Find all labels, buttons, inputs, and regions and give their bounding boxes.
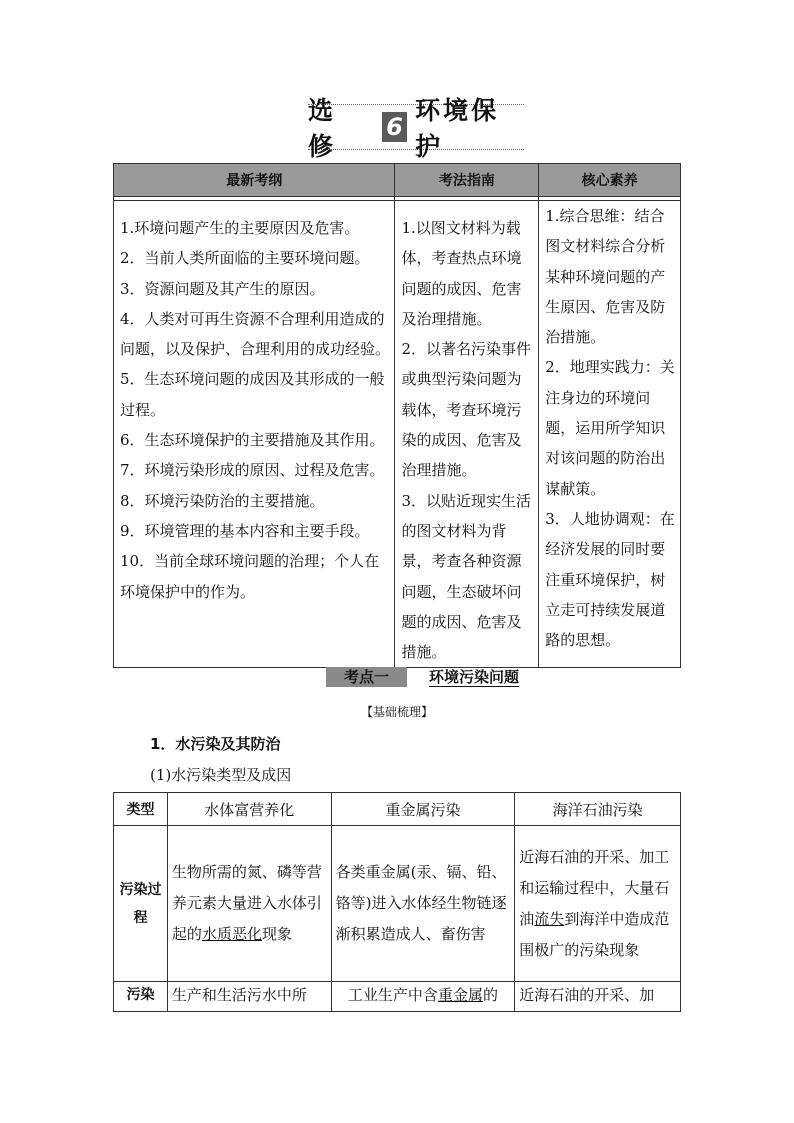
pollution-source-row: [114, 982, 681, 1012]
guide-cell: [395, 201, 539, 668]
pollution-process-row: [114, 826, 681, 982]
title-prefix: 选 修: [308, 96, 337, 161]
heavy-metal-process: 各类重金属(汞、镉、铅、铬等)进入水体经生物链逐渐积累造成人、畜伤害: [331, 826, 515, 982]
heavy-metal-term: 重金属: [437, 986, 483, 1004]
syllabus-item: 2．当前人类所面临的主要环境问题。: [120, 249, 370, 268]
outline-header-row: [114, 164, 681, 197]
eutrophication-process: 生物所需的氮、磷等营养元素大量进入水体引起的水质恶化现象: [167, 826, 331, 982]
guide-item: 2．以著名污染事件或典型污染问题为载体，考查环境污染的成因、危害及治理措施。: [401, 340, 531, 480]
heavy-metal-source: 工业生产中含重金属的: [331, 982, 515, 1012]
header-type: 类型: [114, 793, 168, 826]
page-title: [308, 96, 524, 161]
title-main: 环境保护: [415, 96, 500, 161]
syllabus-item: 1.环境问题产生的主要原因及危害。: [120, 219, 360, 237]
syllabus-item: 7．环境污染形成的原因、过程及危害。: [120, 461, 385, 480]
oil-source: 近海石油的开采、加: [515, 982, 681, 1012]
syllabus-cell: [114, 201, 395, 668]
syllabus-item: 4．人类对可再生资源不合理利用造成的问题，以及保护、合理利用的成功经验。: [120, 309, 391, 359]
syllabus-item: 3．资源问题及其产生的原因。: [120, 279, 325, 298]
syllabus-item: 8．环境污染防治的主要措施。: [120, 491, 325, 510]
outline-content-row: [114, 201, 681, 668]
eutrophication-source: 生产和生活污水中所: [167, 982, 331, 1012]
guide-item: 3．以贴近现实生活的图文材料为背景，考查各种资源问题，生态破坏问题的成因、危害及措施。: [401, 491, 531, 662]
row-label-source: 污染: [114, 982, 168, 1012]
guide-item: 1.以图文材料为载体，考查热点环境问题的成因、危害及治理措施。: [401, 219, 522, 328]
module-number-badge: 6: [382, 112, 407, 142]
oil-loss-term: 流失: [534, 909, 565, 928]
literacy-item: 3．人地协调观：在经济发展的同时要注重环境保护，树立走可持续发展道路的思想。: [545, 509, 675, 650]
header-syllabus: 最新考纲: [114, 164, 395, 197]
syllabus-item: 5．生态环境问题的成因及其形成的一般过程。: [120, 370, 385, 419]
header-guide: 考法指南: [395, 164, 539, 197]
syllabus-item: 10．当前全球环境问题的治理；个人在环境保护中的作为。: [120, 552, 380, 601]
syllabus-item: 9．环境管理的基本内容和主要手段。: [120, 521, 370, 540]
header-literacy: 核心素养: [539, 164, 681, 197]
pollution-header-row: [114, 793, 681, 826]
literacy-cell: [539, 201, 681, 668]
section-label: 考点一: [326, 667, 407, 687]
header-eutrophication: 水体富营养化: [167, 793, 331, 826]
heading-water-pollution: 1．水污染及其防治: [150, 735, 281, 753]
literacy-item: 1.综合思维：结合图文材料综合分析某种环境问题的产生原因、危害及防治措施。: [545, 207, 666, 347]
pollution-table: [113, 792, 681, 1012]
heading-pollution-types: (1)水污染类型及成因: [150, 766, 292, 784]
outline-table: [113, 163, 681, 668]
row-label-process: 污染过程: [114, 826, 168, 982]
header-heavy-metal: 重金属污染: [331, 793, 515, 826]
section-heading: [326, 666, 519, 688]
section-title: 环境污染问题: [429, 667, 520, 686]
section-subtitle: 【基础梳理】: [360, 705, 433, 719]
oil-process: 近海石油的开采、加工和运输过程中，大量石油流失到海洋中造成范围极广的污染现象: [515, 826, 681, 982]
literacy-item: 2．地理实践力：关注身边的环境问题，运用所学知识对该问题的防治出谋献策。: [545, 358, 675, 498]
water-quality-term: 水质恶化: [201, 925, 262, 943]
header-oil: 海洋石油污染: [515, 793, 681, 826]
syllabus-item: 6．生态环境保护的主要措施及其作用。: [120, 431, 385, 450]
